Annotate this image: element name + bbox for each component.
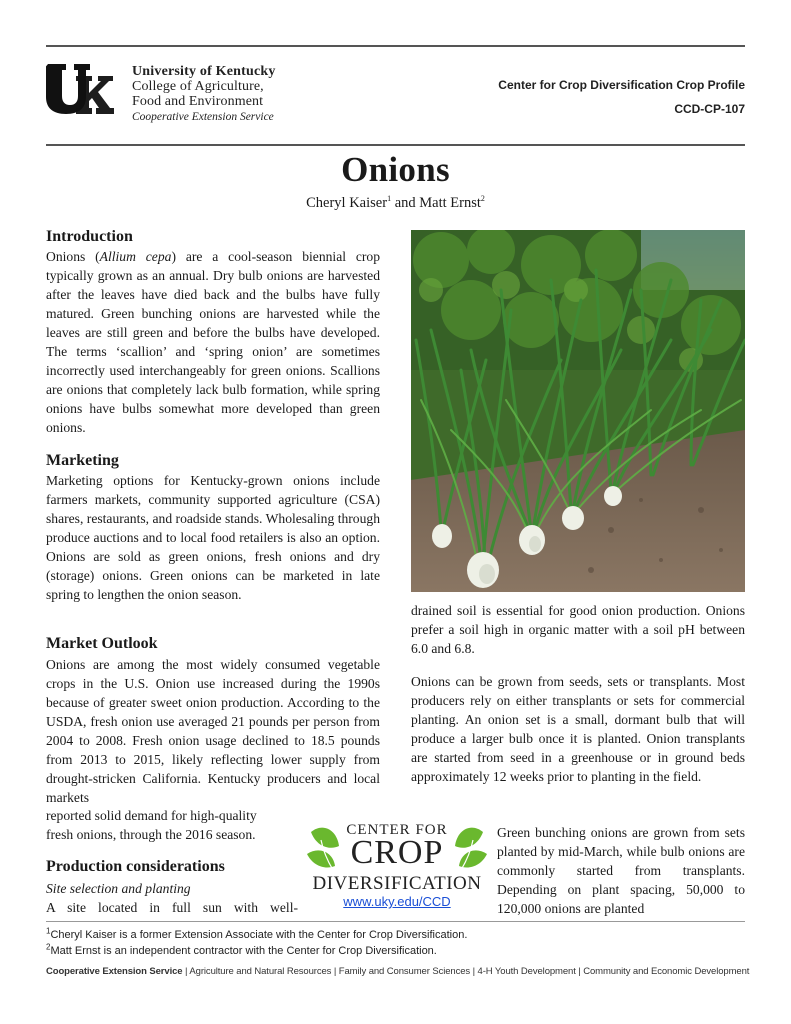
footnotes <box>46 927 467 959</box>
footnote-1-sup: 1 <box>46 926 51 936</box>
org-line-1: University of Kentucky <box>132 64 276 79</box>
author-1-sup: 1 <box>387 194 392 204</box>
author-2: Matt Ernst <box>419 195 481 211</box>
production-heading: Production considerations <box>46 858 225 875</box>
planting-paragraph: Onions can be grown from seeds, sets or transplants. Most producers rely on either transplants or sets for commercial planting. An onion set is a small, dormant bulb that will produce a larger bulb once it is planted. Onion transplants are started from seed in a greenhouse or in ground beds approximately 12 weeks prior to planting in the field. <box>411 674 745 785</box>
onion-field-photo <box>411 230 745 592</box>
intro-text-post: ) are a cool-season biennial crop typically grown as an annual. Dry bulb onions are harvested after the leaves have died back and the bulbs have fully matured. Green bunching onions are harvested while the leaves are still green and before the bulbs have developed. The terms ‘scallion’ and ‘spring onion’ are sometimes incorrectly used interchangeably for green onions. Scallions are onions that completely lack bulb formation, while spring onions have bulbs somewhat more developed than green onions. <box>46 249 381 436</box>
ccd-line-1: CENTER FOR <box>346 822 448 838</box>
intro-text-pre: Onions ( <box>46 249 100 264</box>
soil-paragraph: drained soil is essential for good onion production. Onions prefer a soil high in organic matter with a soil pH between 6.0 and 6.8. <box>411 603 745 657</box>
author-2-sup: 2 <box>480 194 485 204</box>
footnote-1 <box>46 927 467 943</box>
ccd-line-3: DIVERSIFICATION <box>312 873 482 894</box>
site-paragraph: A site located in full sun with well- <box>46 900 298 915</box>
ccd-line-2: CROP <box>350 834 444 871</box>
author-1: Cheryl Kaiser <box>306 195 388 211</box>
page-title: Onions <box>341 150 450 189</box>
series-title: Center for Crop Diversification Crop Profile <box>498 78 745 92</box>
top-rule <box>46 45 745 47</box>
outlook-heading: Market Outlook <box>46 635 158 652</box>
bunching-paragraph: Green bunching onions are grown from sets planted by mid-March, while bulb onions are commonly started from transplants. Depending on plant spacing, 50,000 to 120,000 onions are planted <box>497 825 745 917</box>
author-line <box>0 195 791 212</box>
uk-logo-icon <box>46 62 116 120</box>
outlook-line-b2: fresh onions, through the 2016 season. <box>46 827 256 843</box>
marketing-paragraph: Marketing options for Kentucky-grown onions include farmers markets, community supported agriculture (CSA) shares, restaurants, and roadside stands. Wholesaling through produce auctions and to local food retailers is also an option. Onions are sold as green onions, fresh onions and dry (storage) onions. Green onions can be marketed in late spring to lengthen the onion season. <box>46 473 380 603</box>
intro-text-italic: Allium cepa <box>99 249 172 264</box>
marketing-heading: Marketing <box>46 452 119 469</box>
outlook-line-b1: reported solid demand for high-quality <box>46 808 257 823</box>
header-bottom-rule <box>46 144 745 146</box>
footnote-2-text: Matt Ernst is an independent contractor with the Center for Crop Diversification. <box>50 945 437 957</box>
site-subheading: Site selection and planting <box>46 881 191 896</box>
outlook-paragraph: Onions are among the most widely consumed vegetable crops in the U.S. Onion use increased during the 1990s because of greater sweet onion production. According to the USDA, fresh onion use averaged 21 pounds per person from 2004 to 2008. Fresh onion usage declined to 18.5 pounds from 2013 to 2015, likely reflecting lower supply from drought-stricken California. Kentucky producers and local markets <box>46 657 380 806</box>
org-line-3: Food and Environment <box>132 94 264 109</box>
outlook-paragraph-wrap <box>46 806 306 844</box>
footer-rest: | Agriculture and Natural Resources | Family and Consumer Sciences | 4-H Youth Development | Community and Economic Development <box>182 966 750 977</box>
header-series-block <box>498 73 745 121</box>
intro-heading: Introduction <box>46 228 133 245</box>
footer-bold: Cooperative Extension Service <box>46 966 183 977</box>
footnote-1-text: Cheryl Kaiser is a former Extension Associate with the Center for Crop Diversification. <box>50 929 468 941</box>
footnote-2 <box>46 943 467 959</box>
footnote-2-sup: 2 <box>46 942 51 952</box>
org-line-4: Cooperative Extension Service <box>132 111 274 123</box>
author-joiner: and <box>391 195 420 211</box>
footnote-rule <box>46 921 745 922</box>
university-name-block <box>132 64 276 125</box>
intro-paragraph <box>46 247 380 437</box>
org-line-2: College of Agriculture, <box>132 79 264 94</box>
ccd-link[interactable]: www.uky.edu/CCD <box>343 894 451 909</box>
profile-code: CCD-CP-107 <box>674 102 745 116</box>
page-footer <box>46 966 749 977</box>
